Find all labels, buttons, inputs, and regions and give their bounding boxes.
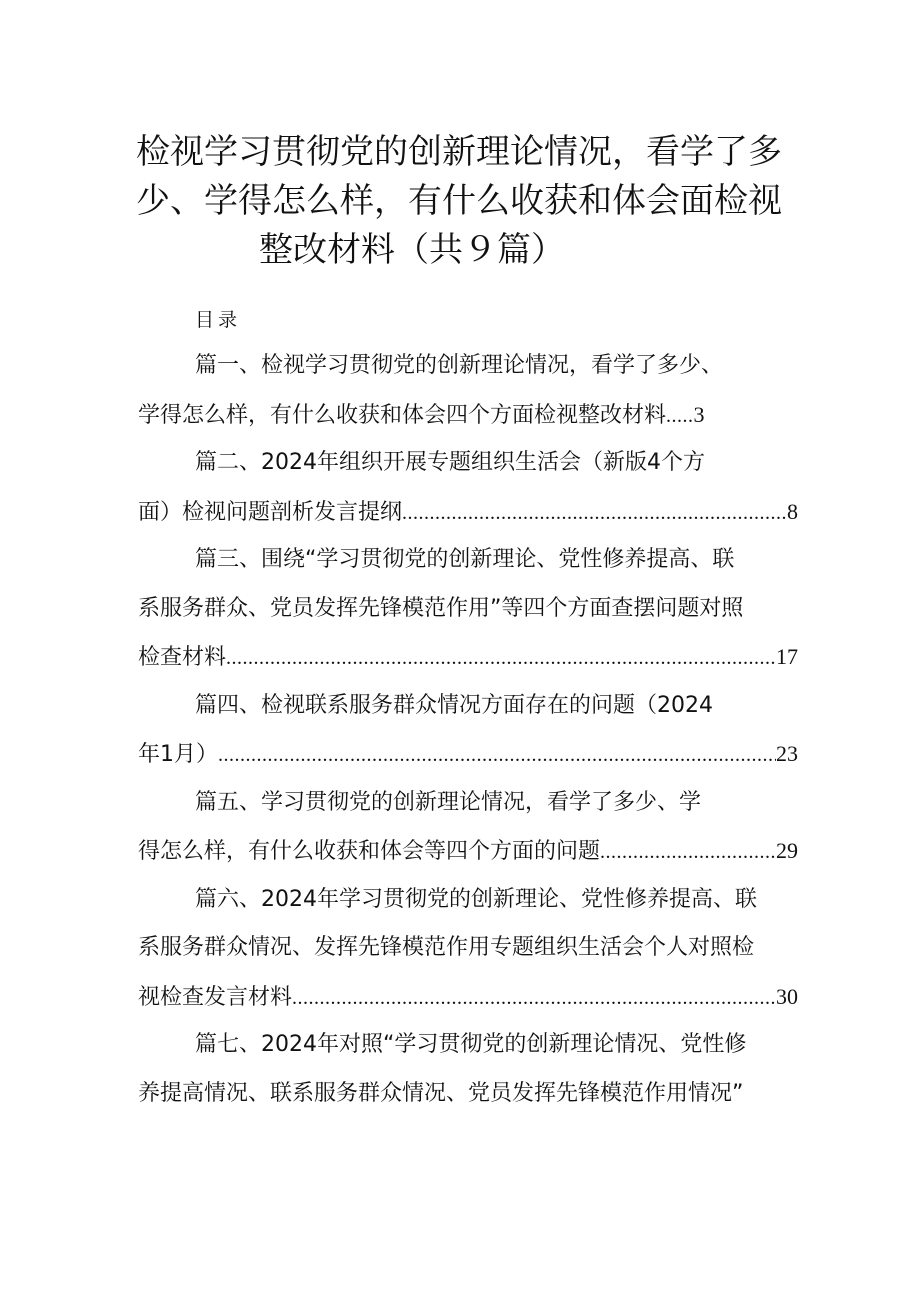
toc-page-number: 30 — [776, 983, 798, 1009]
toc-entry[interactable] — [138, 1021, 798, 1118]
toc-dot-leader — [218, 731, 776, 779]
toc-entry-text: 学得怎么样，有什么收获和体会四个方面检视整改材料 — [138, 402, 667, 428]
toc-entry[interactable] — [138, 682, 798, 779]
toc-entry-text: 养提高情况、联系服务群众情况、党员发挥先锋模范作用情况” — [138, 1080, 744, 1106]
toc-entry[interactable] — [138, 779, 798, 876]
toc-page-number: 8 — [787, 498, 798, 524]
toc-entry-text: 篇一、检视学习贯彻党的创新理论情况，看学了多少、 — [195, 353, 724, 378]
document-title — [136, 128, 782, 275]
toc-page-number: 29 — [776, 838, 798, 863]
toc-entry-text: 篇七、2024年对照“学习贯彻党的创新理论情况、党性修 — [195, 1032, 747, 1057]
toc-entry-text: 篇三、围绕“学习贯彻党的创新理论、党性修养提高、联 — [195, 547, 735, 572]
toc-entry-text: 检查材料 — [138, 645, 227, 670]
toc-page-number: 17 — [776, 644, 798, 669]
toc-entry[interactable] — [138, 536, 798, 682]
toc-entry-text: 篇六、2024年学习贯彻党的创新理论、党性修养提高、联 — [195, 886, 757, 912]
toc-dot-leader — [402, 489, 787, 537]
title-line-2: 少、学得怎么样，有什么收获和体会面检视 — [136, 181, 782, 221]
toc-entry[interactable] — [138, 876, 798, 1022]
toc-entry-text: 篇五、学习贯彻党的创新理论情况，看学了多少、学 — [195, 789, 702, 815]
toc-dot-leader — [600, 828, 776, 876]
toc-page-number: 23 — [776, 741, 798, 766]
toc-entry-text: 篇四、检视联系服务群众情况方面存在的问题（2024 — [195, 692, 713, 718]
toc-page-number: 3 — [693, 401, 705, 427]
toc-entry-text: 篇二、2024年组织开展专题组织生活会（新版4个方 — [195, 450, 705, 475]
toc-entry-text: 视检查发言材料 — [138, 984, 293, 1010]
table-of-contents — [138, 342, 798, 1118]
title-line-1: 检视学习贯彻党的创新理论情况，看学了多 — [136, 132, 782, 172]
toc-entry-text: 得怎么样，有什么收获和体会等四个方面的问题 — [138, 839, 601, 864]
toc-entry-text: 系服务群众、党员发挥先锋模范作用”等四个方面查摆问题对照 — [138, 595, 744, 621]
toc-dot-leader — [666, 392, 694, 440]
title-line-3: 整改材料（共９篇） — [259, 230, 565, 270]
toc-entry[interactable] — [138, 342, 798, 439]
toc-dot-leader — [226, 634, 776, 682]
toc-heading: 目录 — [195, 309, 242, 331]
toc-entry-text: 系服务群众情况、发挥先锋模范作用专题组织生活会个人对照检 — [138, 935, 755, 960]
toc-entry-text: 年1月） — [138, 742, 218, 767]
toc-entry[interactable] — [138, 439, 798, 536]
toc-dot-leader — [292, 974, 776, 1022]
toc-entry-text: 面）检视问题剖析发言提纲 — [138, 499, 403, 525]
